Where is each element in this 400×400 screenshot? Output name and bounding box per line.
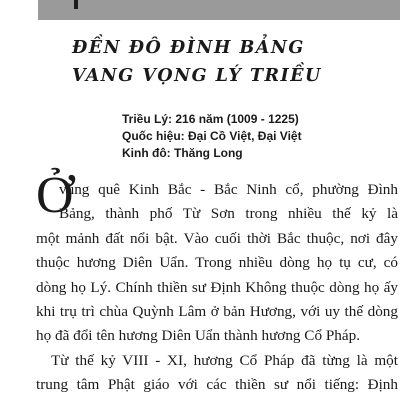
drop-cap: Ở <box>36 167 74 224</box>
country-name: Quốc hiệu: Đại Cồ Việt, Đại Việt <box>122 129 302 143</box>
title-line-1: ĐỀN ĐÔ ĐÌNH BẢNG <box>72 38 305 58</box>
paragraph-line: thuộc hương Diên Uẩn. Trong nhiều dòng họ tụ cư, có <box>36 254 398 272</box>
chapter-title <box>72 34 392 90</box>
header-band <box>38 0 400 20</box>
dynasty-duration: Triều Lý: 216 năm (1009 - 1225) <box>122 112 299 126</box>
paragraph-line: trung tâm Phật giáo với các thiền sư nổi tiếng: Định <box>36 376 398 394</box>
capital-name: Kinh đô: Thăng Long <box>122 146 243 160</box>
body-text <box>36 178 398 398</box>
header-marker <box>74 0 78 9</box>
paragraph-line: vùng quê Kinh Bắc - Bắc Ninh cổ, phường Đình <box>59 181 398 198</box>
paragraph-line: khi trụ trì chùa Quỳnh Lâm ở bản Hương, với uy thế dòng <box>36 303 398 321</box>
title-line-2: VANG VỌNG LÝ TRIỀU <box>72 66 322 86</box>
paragraph-line: một mảnh đất nổi bật. Vào cuối thời Bắc thuộc, nơi đây <box>36 229 398 247</box>
paragraph-line: Từ thế kỷ VIII - XI, hương Cổ Pháp đã từng là một <box>51 351 398 369</box>
paragraph-line: họ đã đổi tên hương Diên Uẩn thành hương Cổ Pháp. <box>36 327 361 345</box>
paragraph-line: dòng họ Lý. Chính thiền sư Định Không thuộc dòng họ ấy <box>36 278 398 296</box>
paragraph-line: Bảng, thành phố Từ Sơn trong nhiều thế kỷ là <box>59 205 398 223</box>
dynasty-info <box>122 111 392 162</box>
